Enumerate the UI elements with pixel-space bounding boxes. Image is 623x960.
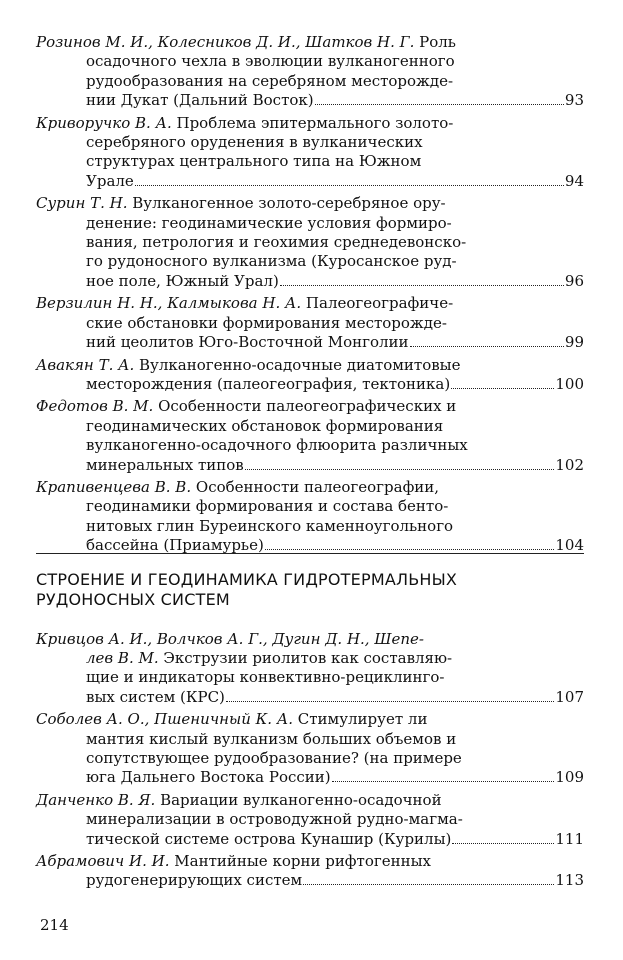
toc-entry-authors: Сурин Т. Н. xyxy=(36,194,128,213)
toc-entry xyxy=(36,791,584,849)
toc-entry-title-line: ские обстановки формирования месторожде- xyxy=(86,313,447,332)
toc-entry-authors: Соболев А. О., Пшеничный К. А. xyxy=(36,710,293,729)
toc-entry-title-line: осадочного чехла в эволюции вулканогенного xyxy=(86,52,455,71)
toc-entry-page-number: 102 xyxy=(555,455,584,474)
toc-entry-title-end: юга Дальнего Востока России) xyxy=(86,768,331,787)
table-of-contents xyxy=(36,33,584,894)
dot-leader xyxy=(410,346,564,347)
section-heading-line: РУДОНОСНЫХ СИСТЕМ xyxy=(36,589,230,609)
toc-entry-last-line xyxy=(36,375,584,394)
toc-entry-page-number: 94 xyxy=(564,171,584,190)
toc-entry-title-line: рудообразования на серебряном месторожде- xyxy=(86,71,454,90)
toc-entry-title-end: ний цеолитов Юго-Восточной Монголии xyxy=(86,333,409,352)
toc-entry-title-start: Стимулирует ли xyxy=(297,710,428,729)
toc-entry-title-end: бассейна (Приамурье) xyxy=(86,536,264,555)
toc-entry xyxy=(36,630,584,708)
toc-entry-first-line xyxy=(36,356,584,375)
toc-entry-title-start: Роль xyxy=(419,33,456,51)
section-heading xyxy=(36,570,584,610)
toc-entry-last-line xyxy=(36,830,584,849)
toc-entry-title-end: рудогенерирующих систем xyxy=(86,871,303,890)
dot-leader xyxy=(226,701,554,702)
toc-entry xyxy=(36,294,584,352)
toc-entry xyxy=(36,33,584,111)
toc-entry-title-line: го рудоносного вулканизма (Куросанское руд- xyxy=(86,252,457,271)
toc-entry xyxy=(36,710,584,788)
toc-entry-last-line xyxy=(36,172,584,191)
section-divider xyxy=(36,553,584,554)
toc-entry-first-line xyxy=(36,710,584,729)
toc-entry-last-line xyxy=(36,688,584,707)
dot-leader xyxy=(451,388,554,389)
toc-entries-group-2 xyxy=(36,630,584,891)
section-heading-line: СТРОЕНИЕ И ГЕОДИНАМИКА ГИДРОТЕРМАЛЬНЫХ xyxy=(36,569,458,589)
toc-entry-authors: Федотов В. М. xyxy=(36,397,154,416)
toc-entry-page-number: 109 xyxy=(555,768,584,787)
dot-leader xyxy=(332,781,555,782)
toc-entry-title-line: минерализации в островодужной рудно-магма- xyxy=(86,810,463,829)
toc-entry-title-end: вых систем (КРС) xyxy=(86,687,225,706)
toc-entry-first-line xyxy=(36,397,584,416)
toc-entry-first-line xyxy=(36,630,584,649)
toc-entry-page-number: 93 xyxy=(564,91,584,110)
toc-entry-title-line: щие и индикаторы конвективно-рециклинго- xyxy=(86,668,445,687)
toc-entry-last-line xyxy=(36,768,584,787)
toc-entry-title-line: мантия кислый вулканизм больших объемов и xyxy=(86,729,457,748)
page-number: 214 xyxy=(40,916,69,934)
toc-entry-title-line: денение: геодинамические условия формиро- xyxy=(86,213,452,232)
toc-entry-authors: Верзилин Н. Н., Калмыкова Н. А. xyxy=(36,294,302,313)
toc-entry-authors: Розинов М. И., Колесников Д. И., Шатков Н. Г. xyxy=(36,33,415,51)
toc-entry-title-start: Вулканогенно-осадочные диатомитовые xyxy=(139,355,461,374)
toc-entry-last-line xyxy=(36,272,584,291)
toc-entry-title-line: геодинамики формирования и состава бенто- xyxy=(86,497,449,516)
toc-entry-first-line xyxy=(36,194,584,213)
toc-entry-title-start: Вулканогенное золото-серебряное ору- xyxy=(132,194,446,213)
toc-entry-authors: Кривцов А. И., Волчков А. Г., Дугин Д. Н., Шепе- xyxy=(36,629,424,648)
toc-entry-page-number: 99 xyxy=(564,333,584,352)
toc-entry-title-end: нии Дукат (Дальний Восток) xyxy=(86,91,314,110)
toc-entry-authors: Данченко В. Я. xyxy=(36,790,156,809)
toc-entry-title-line xyxy=(36,649,584,668)
toc-entry xyxy=(36,356,584,395)
dot-leader xyxy=(265,549,555,550)
dot-leader xyxy=(315,104,564,105)
toc-entry-title-line: структурах центрального типа на Южном xyxy=(86,152,422,171)
toc-entry-title-end: тической системе острова Кунашир (Курилы) xyxy=(86,829,452,848)
toc-entry-page-number: 111 xyxy=(555,829,584,848)
toc-entry-authors: Авакян Т. А. xyxy=(36,355,135,374)
toc-entry-title-start: Вариации вулканогенно-осадочной xyxy=(160,790,442,809)
toc-entry-last-line xyxy=(36,456,584,475)
toc-entry-title-end: ное поле, Южный Урал) xyxy=(86,271,279,290)
toc-entry xyxy=(36,194,584,291)
toc-entry-page-number: 107 xyxy=(555,687,584,706)
toc-entry-title-start: Палеогеографиче- xyxy=(305,294,454,313)
toc-entry xyxy=(36,114,584,192)
toc-entry-authors: лев В. М. xyxy=(86,648,159,667)
dot-leader xyxy=(135,185,564,186)
toc-entry-last-line xyxy=(36,333,584,352)
toc-entry-authors: Крапивенцева В. В. xyxy=(36,477,192,496)
toc-entry-last-line xyxy=(36,91,584,110)
toc-entry-first-line xyxy=(36,791,584,810)
toc-entry-title-line: вания, петрология и геохимия среднедевонско- xyxy=(86,233,467,252)
dot-leader xyxy=(452,843,554,844)
toc-entry-first-line xyxy=(36,33,584,52)
toc-entry-first-line xyxy=(36,852,584,871)
toc-entry-title-line: вулканогенно-осадочного флюорита различных xyxy=(86,436,468,455)
toc-entry-title-line: серебряного оруденения в вулканических xyxy=(86,133,423,152)
toc-entry xyxy=(36,852,584,891)
toc-entry-page-number: 96 xyxy=(564,271,584,290)
toc-entry-title-end: Урале xyxy=(86,171,134,190)
toc-entry-title-line: нитовых глин Буреинского каменноугольного xyxy=(86,516,454,535)
toc-entry-first-line xyxy=(36,294,584,313)
dot-leader xyxy=(245,469,555,470)
toc-entries-group-1 xyxy=(36,33,584,556)
toc-entry-title-start: Особенности палеогеографических и xyxy=(158,397,457,416)
toc-entry-first-line xyxy=(36,478,584,497)
toc-entry-last-line xyxy=(36,871,584,890)
toc-entry-authors: Криворучко В. А. xyxy=(36,113,172,132)
toc-entry-title-start: Экструзии риолитов как составляю- xyxy=(163,648,453,667)
toc-entry-title-end: месторождения (палеогеография, тектоника) xyxy=(86,374,451,393)
dot-leader xyxy=(303,884,554,885)
toc-entry-title-start: Мантийные корни рифтогенных xyxy=(174,852,432,871)
toc-entry-page-number: 100 xyxy=(555,374,584,393)
toc-entry xyxy=(36,478,584,556)
toc-entry-page-number: 104 xyxy=(555,536,584,555)
toc-entry-title-line: геодинамических обстановок формирования xyxy=(86,416,444,435)
toc-entry-authors: Абрамович И. И. xyxy=(36,852,170,871)
toc-entry-title-start: Особенности палеогеографии, xyxy=(195,477,440,496)
dot-leader xyxy=(280,285,564,286)
toc-entry-first-line xyxy=(36,114,584,133)
toc-entry-title-end: минеральных типов xyxy=(86,455,244,474)
toc-entry xyxy=(36,397,584,475)
toc-entry-title-start: Проблема эпитермального золото- xyxy=(176,113,454,132)
toc-entry-title-line: сопутствующее рудообразование? (на примере xyxy=(86,749,462,767)
toc-entry-page-number: 113 xyxy=(555,871,584,890)
